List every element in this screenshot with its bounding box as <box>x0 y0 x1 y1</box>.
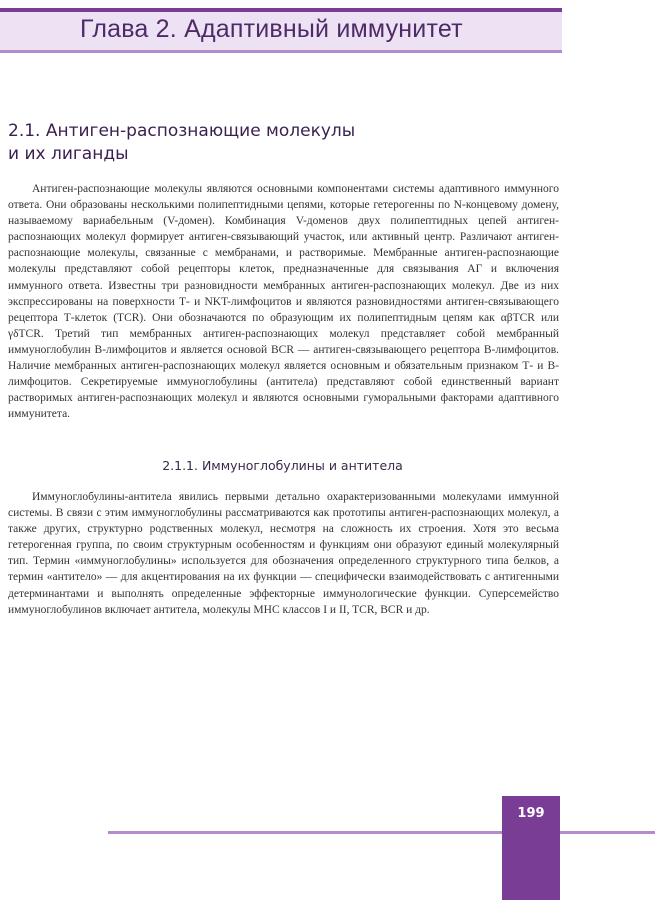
header-top-rule <box>0 8 562 12</box>
page-number: 199 <box>517 806 545 821</box>
section-title: 2.1. Антиген-распознающие молекулы и их лиганды <box>8 121 356 164</box>
header-bottom-rule <box>0 50 562 53</box>
section-paragraph: Антиген-распознающие молекулы являются основными компонентами системы адаптивного иммунного ответа. Они образованы несколькими полипептидными цепями, которые гетерогенны по N-концевому домену, называемому вариабельным (V-домен). Комбинация V-доменов двух полипептидных цепей антиген-распознающих молекул формирует антиген-связывающий участок, или активный центр. Различают антиген-распознающие молекулы, связанные с мембранами, и растворимые. Мембранные антиген-распознающие молекулы представляют собой рецепторы клеток, предназначенные для связывания АГ и включения иммунного ответа. Известны три разновидности мембранных антиген-распознающих молекул. Две из них экспрессированы на поверхности Т- и NKT-лимфоцитов и являются разновидностями антиген-связывающего рецептора Т-клеток (TCR). Они обозначаются по образующим их полипептидным цепям как αβTCR или γδTCR. Третий тип мембранных антиген-распознающих молекул представляет собой мембранный иммуноглобулин В-лимфоцитов и является основой BCR — антиген-связывающего рецептора В-лимфоцитов. Наличие мембранных антиген-распознающих молекул является основным и обязательным признаком Т- и В-лимфоцитов. Секретируемые иммуноглобулины (антитела) представляют собой единственный вариант растворимых антиген-распознающих молекул и являются основными гуморальными факторами адаптивного иммунитета. <box>8 183 559 421</box>
subsection-title: 2.1.1. Иммуноглобулины и антитела <box>162 458 403 473</box>
subsection-paragraph: Иммуноглобулины-антитела явились первыми детально охарактеризованными молекулами иммунной системы. В связи с этим иммуноглобулины рассматриваются как прототипы антиген-распознающих молекул, а также других, структурно родственных молекул, несмотря на сложность их строения. Хотя это весьма гетерогенная группа, по своим структурным особенностям и функциям они образуют единый молекулярный тип. Термин «иммуноглобулины» используется для обозначения определенного структурного типа белков, а термин «антитело» — для акцентирования на их функции — специфически взаимодействовать с антигенными детерминантами и выполнять определенные эффекторные иммунологические функции. Суперсемейство иммуноглобулинов включает антитела, молекулы MHC классов I и II, TCR, BCR и др. <box>8 491 559 616</box>
chapter-title: Глава 2. Адаптивный иммунитет <box>80 15 463 43</box>
footer-rule <box>108 831 655 834</box>
